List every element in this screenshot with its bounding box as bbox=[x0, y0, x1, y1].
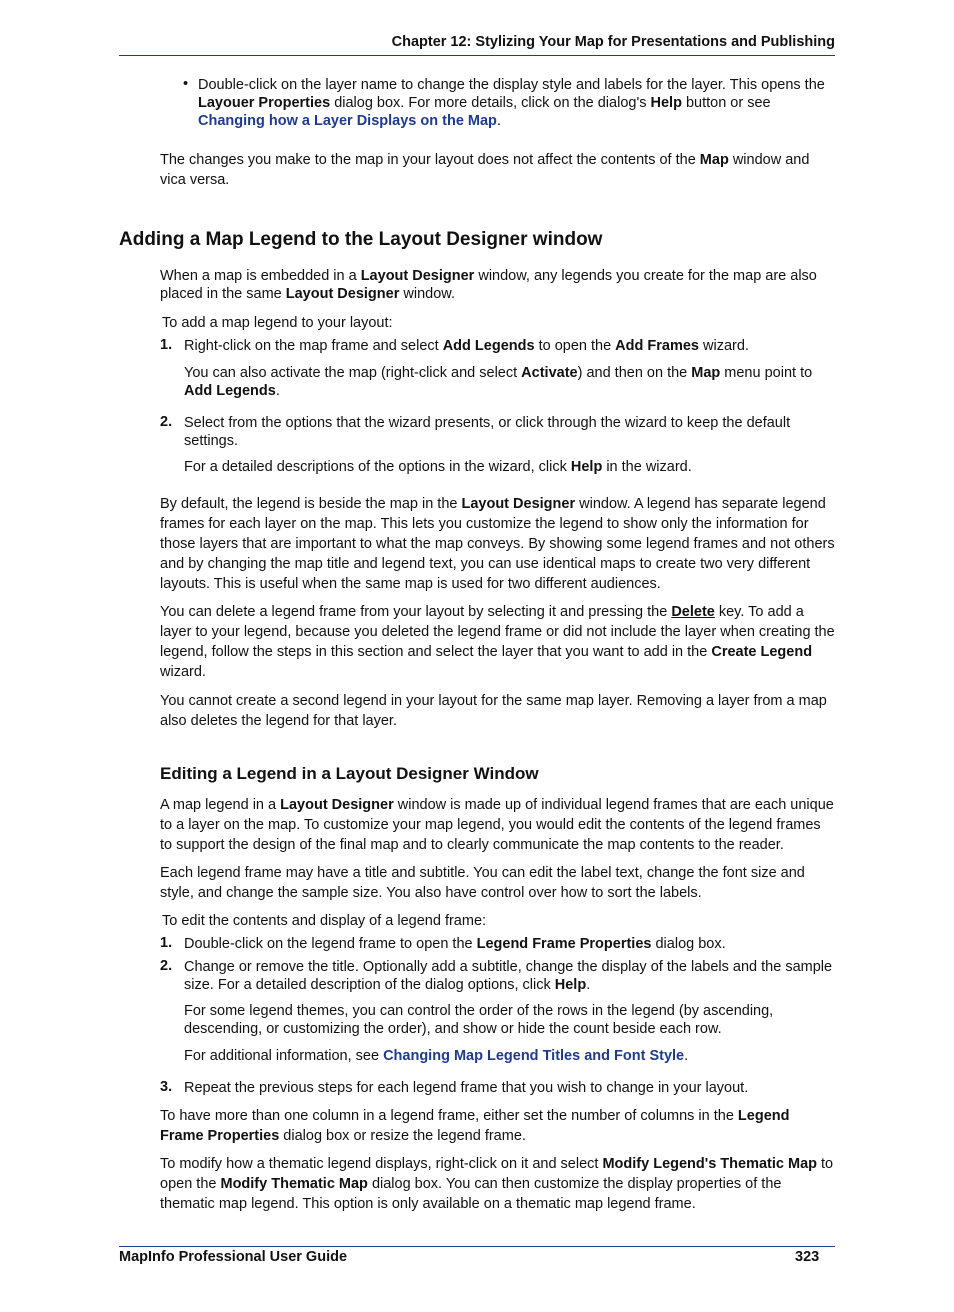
step-number: 2. bbox=[160, 958, 173, 974]
paragraph-cannot-create: You cannot create a second legend in your layout for the same map layer. Removing a layer from a map also deletes the legend for that layer. bbox=[160, 693, 827, 729]
paragraph-changes: The changes you make to the map in your layout does not affect the contents of the Map window and vica versa. bbox=[160, 152, 810, 188]
bullet-text: Double-click on the layer name to change the display style and labels for the layer. This opens the Layouer Properties dialog box. For more details, click on the dialog's Help button or see Changing how a Layer Displays on the Map. bbox=[198, 77, 825, 129]
footer-guide-title: MapInfo Professional User Guide bbox=[119, 1249, 348, 1265]
section1-step2: Select from the options that the wizard presents, or click through the wizard to keep the default settings. bbox=[184, 415, 791, 449]
step-number: 1. bbox=[160, 337, 173, 353]
section2-step3: Repeat the previous steps for each legend frame that you wish to change in your layout. bbox=[184, 1080, 749, 1096]
section2-step1: Double-click on the legend frame to open the Legend Frame Properties dialog box. bbox=[184, 936, 726, 952]
link-changing-legend-titles[interactable]: Changing Map Legend Titles and Font Style bbox=[383, 1048, 685, 1064]
header-rule bbox=[119, 55, 835, 56]
step-number: 1. bbox=[160, 935, 173, 951]
paragraph-each-frame: Each legend frame may have a title and subtitle. You can edit the label text, change the font size and style, and change the sample size. You also have control over how to sort the labels. bbox=[160, 865, 805, 901]
link-changing-layer-display[interactable]: Changing how a Layer Displays on the Map bbox=[198, 113, 497, 129]
section2-intro: A map legend in a Layout Designer window is made up of individual legend frames that are each unique to a layer on the map. To customize your map legend, you would edit the contents of the legend frames to support the design of the final map and to clearly communicate the map contents to the reader. bbox=[160, 797, 834, 853]
section-heading-adding-legend: Adding a Map Legend to the Layout Designer window bbox=[119, 229, 603, 250]
paragraph-delete-legend: You can delete a legend frame from your layout by selecting it and pressing the Delete key. To add a layer to your legend, because you deleted the legend frame or did not include the layer when creating the legend, follow the steps in this section and select the layer that you want to add in the Create Legend wizard. bbox=[160, 604, 835, 680]
section2-step2: Change or remove the title. Optionally add a subtitle, change the display of the labels and the sample size. For a detailed description of the dialog options, click Help. bbox=[184, 959, 833, 993]
paragraph-columns: To have more than one column in a legend frame, either set the number of columns in the Legend Frame Properties dialog box or resize the legend frame. bbox=[160, 1108, 790, 1144]
page-number: 323 bbox=[795, 1249, 820, 1265]
step-number: 2. bbox=[160, 414, 173, 430]
section-heading-editing-legend: Editing a Legend in a Layout Designer Window bbox=[160, 764, 539, 783]
section2-step2-note1: For some legend themes, you can control the order of the rows in the legend (by ascending, descending, or customizing the order), and show or hide the count beside each row. bbox=[184, 1003, 774, 1037]
section1-lead: To add a map legend to your layout: bbox=[162, 315, 393, 331]
section2-lead: To edit the contents and display of a legend frame: bbox=[162, 913, 487, 929]
paragraph-modify-thematic: To modify how a thematic legend displays, right-click on it and select Modify Legend's Thematic Map to open the Modify Thematic Map dialog box. You can then customize the display properties of the thematic map legend. This option is only available on a thematic map legend frame. bbox=[160, 1156, 834, 1212]
footer-rule bbox=[119, 1246, 835, 1247]
bullet-marker: • bbox=[183, 76, 189, 92]
paragraph-default-legend: By default, the legend is beside the map in the Layout Designer window. A legend has separate legend frames for each layer on the map. This lets you customize the legend to show only the information for those layers that are important to what the map conveys. By showing some legend frames and not others and by changing the map title and legend text, you can use identical maps to create two very different layouts. This is useful when the same map is used for two different audiences. bbox=[160, 496, 835, 592]
section1-step1-note: You can also activate the map (right-click and select Activate) and then on the Map menu point to Add Legends. bbox=[184, 365, 813, 399]
step-number: 3. bbox=[160, 1079, 173, 1095]
section1-step1: Right-click on the map frame and select Add Legends to open the Add Frames wizard. bbox=[184, 338, 749, 354]
section1-intro: When a map is embedded in a Layout Designer window, any legends you create for the map are also placed in the same Layout Designer window. bbox=[160, 268, 817, 302]
section2-step2-note2: For additional information, see Changing Map Legend Titles and Font Style. bbox=[184, 1048, 689, 1064]
running-header: Chapter 12: Stylizing Your Map for Presentations and Publishing bbox=[391, 34, 835, 50]
section1-step2-note: For a detailed descriptions of the options in the wizard, click Help in the wizard. bbox=[184, 459, 692, 475]
